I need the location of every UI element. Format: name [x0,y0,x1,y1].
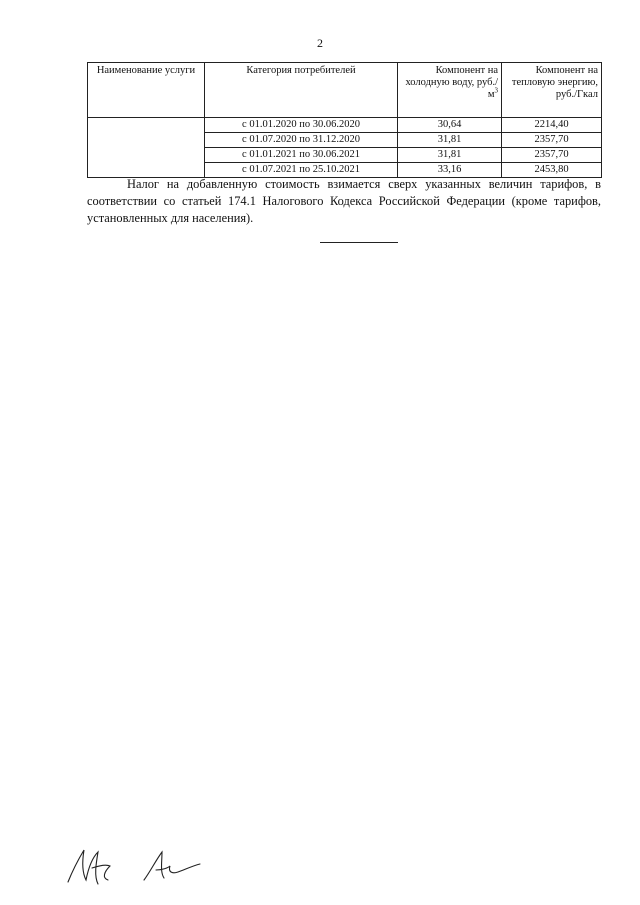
period-cell: с 01.01.2020 по 30.06.2020 [205,118,398,133]
signature [58,842,218,892]
header-cold-water-sup: 3 [494,86,498,95]
header-cold-water-text: Компонент на холодную воду, руб./м [405,65,498,100]
header-cold-water [398,63,502,118]
divider-line [320,242,398,243]
period-cell: с 01.07.2021 по 25.10.2021 [205,163,398,178]
cold-water-cell: 33,16 [398,163,502,178]
period-cell: с 01.01.2021 по 30.06.2021 [205,148,398,163]
service-cell [88,118,205,178]
heat-cell: 2357,70 [502,133,602,148]
header-service: Наименование услуги [88,63,205,118]
page-number: 2 [317,36,323,50]
heat-cell: 2357,70 [502,148,602,163]
tariff-table [87,62,602,178]
vat-note: Налог на добавленную стоимость взимается сверх указанных величин тарифов, в соответствии со статьей 174.1 Налогового Кодекса Российской Федерации (кроме тарифов, установленных для населения). [87,177,601,225]
heat-cell: 2453,80 [502,163,602,178]
header-category: Категория потребителей [205,63,398,118]
heat-cell: 2214,40 [502,118,602,133]
table-header-row [88,63,602,118]
cold-water-cell: 30,64 [398,118,502,133]
table-row [88,118,602,133]
cold-water-cell: 31,81 [398,148,502,163]
period-cell: с 01.07.2020 по 31.12.2020 [205,133,398,148]
cold-water-cell: 31,81 [398,133,502,148]
header-heat: Компонент на тепловую энергию, руб./Гкал [502,63,602,118]
